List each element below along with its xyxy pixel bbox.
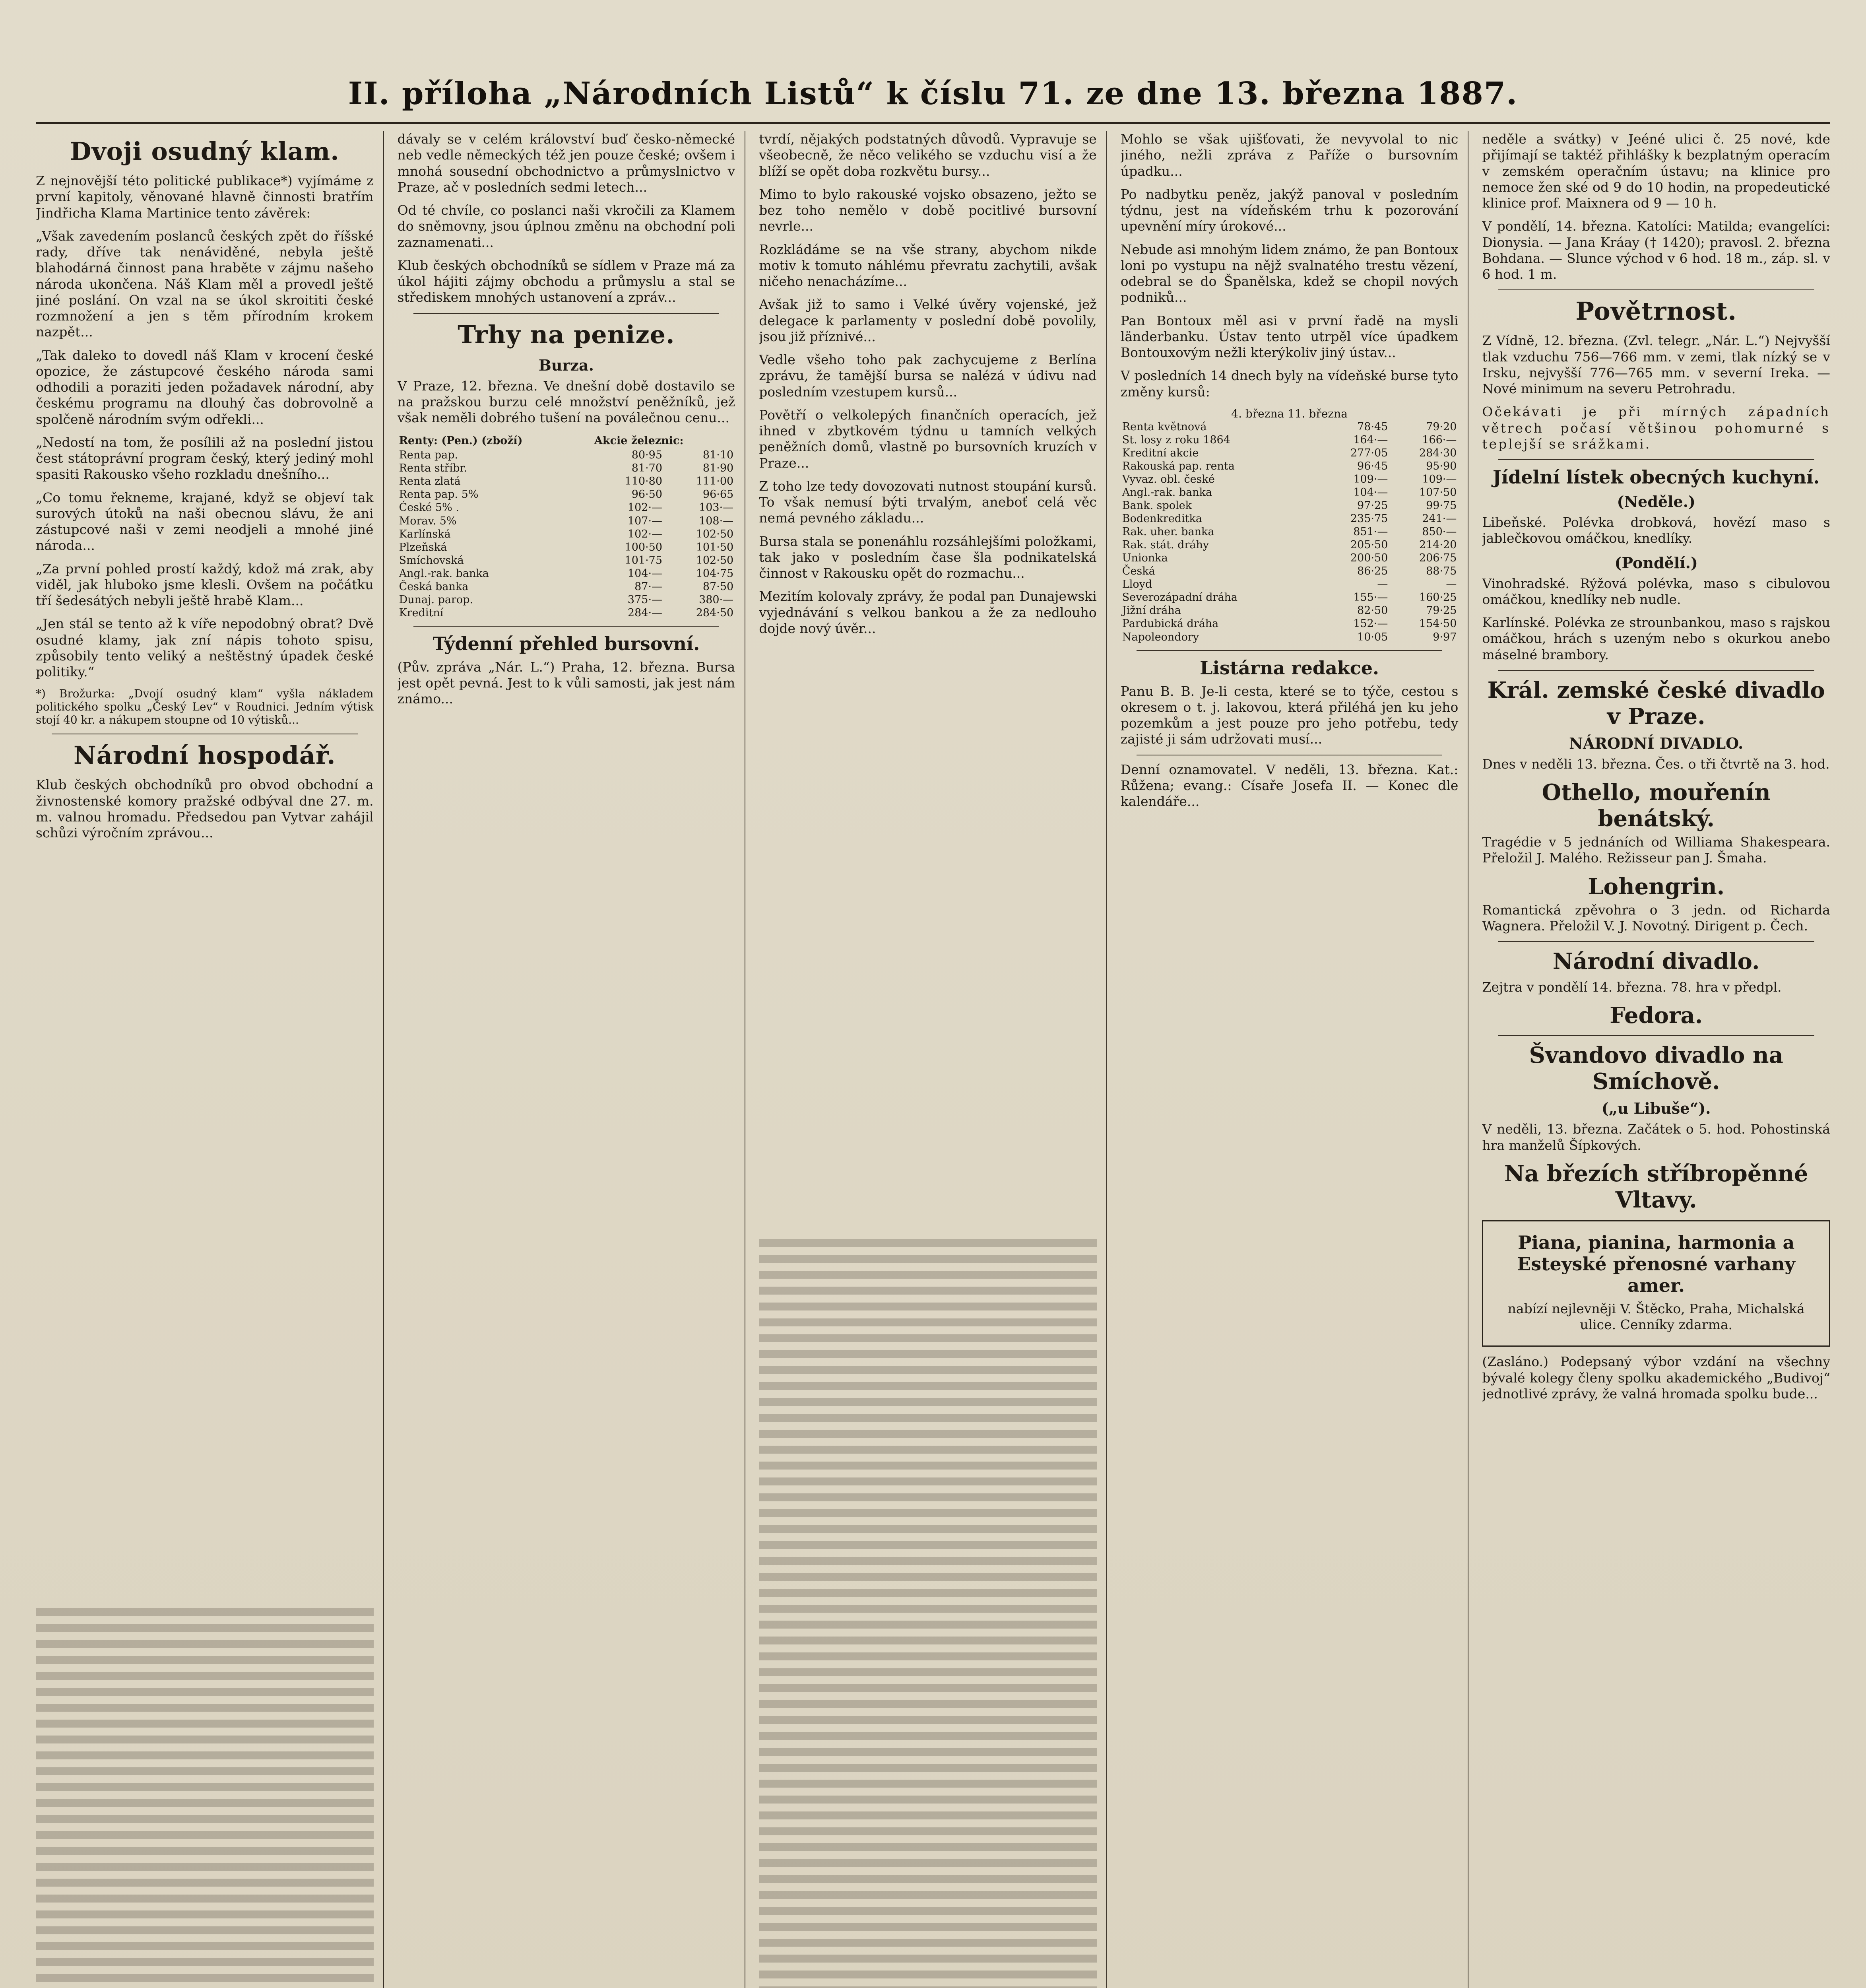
quote-value: 375·— [627,593,663,606]
quote-value: 241·— [1422,513,1457,525]
subheading: (Pondělí.) [1614,553,1698,572]
quote-value: 107·— [627,514,663,527]
quote-name: Angl.-rak. banka [1122,486,1212,499]
column-1 [36,131,384,1988]
article-paragraph: (Pův. zpráva „Nár. L.“) Praha, 12. března. Bursa jest opět pevná. Jest to k vůli samosti, jak jest nám známo... [397,659,735,707]
article-paragraph: Karlínské. Polévka ze strounbankou, maso s rajskou omáčkou, hrách s uzeným nebo s okurkou anebo máselné brambory. [1482,615,1830,662]
article-paragraph: tvrdí, nějakých podstatných důvodů. Vypravuje se všeobecně, že něco velikého se vzduchu visí a že blíží se opět doba rozkvětu bursy... [759,131,1097,179]
subheading: („u Libuše“). [1601,1099,1711,1118]
section-divider [1498,289,1814,290]
article-paragraph: Vedle všeho toho pak zachycujeme z Berlína zprávu, že tamější bursa se nalézá v údivu nad posledním vzestupem kursů... [759,352,1097,400]
quote-value: 102·50 [696,554,734,567]
quote-name: Napoleondory [1122,631,1199,643]
article-paragraph: Povětří o velkolepých finančních operacích, jež ihned v zbytkovém týdnu u tamních velkých peněžních domů, vlastně po bursovních kruzích v Praze... [759,407,1097,471]
section-subtitle-burza: Burza. [538,356,594,374]
quote-value: 155·— [1353,591,1388,604]
quote-name: St. losy z roku 1864 [1122,433,1230,446]
quote-value: 95·90 [1426,460,1457,472]
quote-row [1121,473,1459,486]
article-paragraph: Z nejnovější této politické publikace*) vyjímáme z první kapitoly, věnované hlavně činnosti bratřím Jindřicha Klama Martinice tento závěrek: [36,173,374,221]
article-paragraph: Avšak již to samo i Velké úvěry vojenské, jež delegace k parlamenty v poslední době povolily, jsou již příznivé... [759,297,1097,344]
section-title-trhy: Trhy na penize. [458,320,675,349]
quote-row [1121,604,1459,617]
quote-value: 102·— [627,528,663,540]
quote-value: 96·50 [631,488,663,501]
quote-value: 79·25 [1426,604,1457,617]
quote-row [1121,486,1459,499]
article-paragraph: Vinohradské. Rýžová polévka, maso s cibulovou omáčkou, knedlíky neb nudle. [1482,575,1830,607]
table-header: Renty: (Pen.) (zboží) [399,435,523,447]
quote-row [398,567,735,580]
article-paragraph: V Praze, 12. března. Ve dnešní době dostavilo se na pražskou burzu celé množství peněžníků, jež však neměli dobrého tušení na poválečnou cenu... [397,378,735,425]
play-title: Lohengrin. [1588,873,1725,900]
quote-value: 206·75 [1419,552,1457,565]
article-paragraph: Libeňské. Polévka drobková, hovězí maso s jablečkovou omáčkou, knedlíky. [1482,514,1830,546]
quote-value: 104·75 [696,567,734,580]
quote-value: 200·50 [1350,552,1388,565]
article-paragraph: (Zasláno.) Podepsaný výbor vzdání na všechny bývalé kolegy členy spolku akademického „Budivoj“ jednotlivé zprávy, že valná hromada spolku bude... [1482,1354,1830,1402]
ad-text: nabízí nejlevněji V. Štěcko, Praha, Michalská ulice. Cenníky zdarma. [1507,1301,1805,1332]
column-5 [1482,131,1830,1988]
article-paragraph: V pondělí, 14. března. Katolíci: Matilda; evangelíci: Dionysia. — Jana Kráay († 1420); pravosl. 2. března Bohdana. — Slunce východ v 6 hod. 18 m., záp. sl. v 6 hod. 1 m. [1482,218,1830,282]
section-title-listarna: Listárna redakce. [1200,657,1379,679]
quote-name: Jižní dráha [1122,604,1181,617]
masthead-rule [36,122,1830,124]
article-paragraph: Dnes v neděli 13. března. Čes. o tři čtvrtě na 3. hod. [1482,756,1830,772]
quote-value: 96·45 [1357,460,1388,472]
quote-value: — [1446,578,1457,591]
quote-value: 104·— [627,567,663,580]
table-header: Akcie železnic: [594,435,684,447]
quote-name: Bodenkreditka [1122,513,1203,525]
quote-name: Lloyd [1122,578,1152,591]
article-title-dvoji-klam: Dvoji osudný klam. [70,137,339,166]
column-2 [398,131,746,1988]
quote-name: Ćeské 5% . [399,501,460,514]
article-paragraph: Rozkládáme se na vše strany, abychom nikde motiv k tomuto náhlému převratu zachytili, avšak ničeho nenacházíme... [759,241,1097,289]
quote-name: Kreditní akcie [1122,447,1199,459]
dense-text-block [759,1239,1097,1988]
section-title-povetrnost: Povětrnost. [1575,297,1737,326]
quote-name: Česká [1122,565,1155,578]
section-divider [1498,941,1814,942]
section-divider [1498,459,1814,460]
quote-row [1121,447,1459,460]
quote-row [1121,617,1459,630]
article-paragraph: neděle a svátky) v Jeéné ulici č. 25 nové, kde přijímají se taktéž přihlášky k bezplatným operacím v zemském operačním ústavu; na klinice pro nemoce žen ské od 9 do 10 hodin, na propedeutické klinice prof. Maixnera od 9 — 10 h. [1482,131,1830,211]
quote-value: 103·— [699,501,734,514]
quote-value: 86·25 [1357,565,1388,578]
quote-value: 101·75 [625,554,663,567]
quote-value: 81·90 [702,462,734,475]
quote-name: Morav. 5% [399,514,457,527]
article-paragraph: „Za první pohled prostí každý, kdož má zrak, aby viděl, jak hluboko jsme klesli. Ovšem na počátku tří šedesátých nebyli ještě hrabě Klam... [36,561,374,608]
quote-value: 110·80 [625,475,663,488]
article-paragraph: Zejtra v pondělí 14. března. 78. hra v předpl. [1482,979,1782,995]
article-paragraph: „Tak daleko to dovedl náš Klam v krocení české opozice, že zástupcové českého národa sami odhodili a poraziti jeden požadavek národní, aby českému programu na dlouhý čas dobrovolně a spolčeně národním svým odřekli... [36,347,374,427]
quote-name: Renta pap. 5% [399,488,479,501]
quote-row [1121,433,1459,447]
dense-text-block [36,1608,374,1988]
subheading: NÁRODNÍ DIVADLO. [1569,734,1744,752]
article-paragraph: Klub českých obchodníků pro obvod obchodní a živnostenské komory pražské odbýval dne 27. m. m. valnou hromadu. Předsedou pan Vytvar zahájil schůzi výročním zprávou... [36,777,374,841]
quote-name: Renta zlatá [399,475,461,488]
quote-value: 108·— [699,514,734,527]
quote-value: 284·— [627,606,663,619]
section-divider [1498,670,1814,671]
article-paragraph: Od té chvíle, co poslanci naši vkročili za Klamem do sněmovny, jsou úplnou změnu na obchodní poli zaznamenati... [397,202,735,250]
article-paragraph: Z Vídně, 12. března. (Zvl. telegr. „Nár. L.“) Nejvyšší tlak vzduchu 756—766 mm. v zemi, tlak nízký se v Irsku, nejvyšší 776—765 mm. v severní Ireka. — Nové minimum na severu Petrohradu. [1482,333,1830,396]
play-title: Othello, mouřenín benátský. [1542,779,1771,832]
theatre-heading: Král. zemské české divadlo v Praze. [1487,677,1825,730]
footnote: *) Brožurka: „Dvojí osudný klam“ vyšla nákladem politického spolku „Český Lev“ v Roudnici. Jedním výtisk stojí 40 kr. a nákupem stoupne od 10 výtisků... [36,687,374,727]
quote-row [398,462,735,475]
quote-row [1121,525,1459,538]
subheading: (Neděle.) [1617,493,1695,511]
article-paragraph: „Nedostí na tom, že posílili až na poslední jistou čest státoprávní program český, který jediný mohl spasiti Rakousko všeho rozkladu dnešního... [36,434,374,482]
quote-row [398,606,735,619]
article-paragraph: Romantická zpěvohra o 3 jedn. od Richarda Wagnera. Přeložil V. J. Novotný. Dirigent p. Čech. [1482,902,1830,934]
article-paragraph: Nebude asi mnohým lidem známo, že pan Bontoux loni po vystupu na nějž svalnatého trestu vězení, odebral se do Španělska, kdež se chopil nových podniků... [1120,241,1459,305]
quote-value: 284·50 [696,606,734,619]
quote-row [398,580,735,593]
quote-value: 96·65 [702,488,734,501]
section-title-narodni-hospodar: Národní hospodář. [74,741,336,770]
quote-value: 380·— [699,593,734,606]
quote-value: 109·— [1422,473,1457,485]
quote-value: 99·75 [1426,499,1457,512]
quote-name: Angl.-rak. banka [399,567,489,580]
quote-name: Renta stříbr. [399,462,467,475]
article-paragraph: Mohlo se však ujišťovati, že nevyvolal to nic jiného, nežli zpráva z Paříže o bursovním úpadku... [1120,131,1459,179]
article-paragraph: Očekávati je při mírných západních větrech počasí většinou pohomurné s teplejší se srážkami. [1482,404,1830,452]
quote-row [398,541,735,554]
quote-value: 79·20 [1426,420,1457,433]
quote-value: 850·— [1422,526,1457,538]
quote-row [1121,512,1459,525]
quote-name: Rakouská pap. renta [1122,460,1235,472]
quote-name: Kreditní [399,606,444,619]
theatre-heading: Národní divadlo. [1552,948,1760,975]
quote-value: 88·75 [1426,565,1457,578]
quote-value: 97·25 [1357,499,1388,512]
quote-value: 205·50 [1350,539,1388,551]
quote-row [1121,578,1459,591]
quote-row [1121,460,1459,473]
section-divider [1498,1035,1814,1036]
quote-value: 10·05 [1357,631,1388,643]
quote-row [398,488,735,501]
quote-name: Renta pap. [399,449,458,462]
article-paragraph: Mimo to bylo rakouské vojsko obsazeno, ježto se bez toho nemělo v době pocitlivé bursovní nevrle... [759,186,1097,234]
quote-value: 235·75 [1350,513,1388,525]
quote-value: 102·50 [696,528,734,540]
article-paragraph: Pan Bontoux měl asi v první řadě na mysli länderbanku. Ústav tento utrpěl více úpadkem Bontouxovým nežli kterýkoliv jiný ústav... [1120,313,1459,360]
quote-value: 160·25 [1419,591,1457,604]
article-paragraph: dávaly se v celém království buď česko-německé neb vedle německých též jen pouze české; ovšem i mnohá sousední obchodnictvo a průmyslnictvo v Praze, ač v posledních sedmi letech... [397,131,735,195]
quote-name: Pardubická dráha [1122,617,1219,630]
quotes-table-vienna [1121,420,1459,644]
quote-row [1121,499,1459,512]
quote-value: 164·— [1353,433,1388,446]
quote-value: 101·50 [696,541,734,553]
section-divider [1137,650,1443,651]
quote-name: Česká banka [399,580,469,593]
quote-row [1121,631,1459,644]
quote-name: Karlínská [399,528,451,540]
quote-value: 152·— [1353,617,1388,630]
quote-row [398,528,735,541]
theatre-heading: Švandovo divadlo na Smíchově. [1529,1042,1783,1095]
section-divider [413,626,720,627]
column-3 [759,131,1107,1988]
quote-row [1121,551,1459,565]
quote-value: 81·70 [631,462,663,475]
article-paragraph: Mezitím kolovaly zprávy, že podal pan Dunajewski vyjednávání s velkou bankou a že za nedlouho dojde nový úvěr... [759,588,1097,636]
quote-value: 9·97 [1433,631,1457,643]
quote-value: 81·10 [702,449,734,462]
quote-row [1121,420,1459,433]
advertisement-box [1482,1220,1830,1347]
quote-value: 87·— [634,580,663,593]
quote-row [1121,538,1459,551]
supplement-masthead: II. příloha „Národních Listů“ k číslu 71. ze dne 13. března 1887. [348,76,1518,112]
article-paragraph: Po nadbytku peněz, jakýž panoval v posledním týdnu, jest na vídeňském trhu k pozorování upevnění míry úrokové... [1120,186,1459,234]
section-divider [413,313,720,314]
quote-value: 111·00 [696,475,734,488]
article-paragraph: V posledních 14 dnech byly na vídeňské burse tyto změny kursů: [1120,368,1459,400]
quote-value: 214·20 [1419,539,1457,551]
quote-name: Rak. uher. banka [1122,526,1214,538]
play-title: Fedora. [1610,1002,1703,1029]
quote-value: 102·— [627,501,663,514]
quote-name: Vyvaz. obl. české [1122,473,1215,485]
quote-value: — [1377,578,1388,591]
quote-row [398,475,735,488]
article-paragraph: Bursa stala se ponenáhlu rozsáhlejšími položkami, tak jako v posledním čase šla podnikatelská činnost v Rakousku opět do rozmachu... [759,533,1097,581]
quote-row [398,448,735,462]
quote-row [398,514,735,528]
quote-name: Rak. stát. dráhy [1122,539,1209,551]
article-paragraph: „Co tomu řekneme, krajané, když se objeví tak surových útoků na naši obecnou slávu, že ani zástupcové naši v zemi neodjeli a mnohé jiné národa... [36,489,374,553]
article-paragraph: Denní oznamovatel. V neděli, 13. března. Kat.: Růžena; evang.: Císaře Josefa II. — Konec dle kalendáře... [1120,761,1459,810]
quote-value: 104·— [1353,486,1388,499]
play-title: Na březích stříbropěnné Vltavy. [1504,1160,1808,1213]
quotes-table-prague [398,433,735,619]
quote-row [398,593,735,606]
columns-grid [36,131,1830,1988]
quote-value: 82·50 [1357,604,1388,617]
quote-value: 154·50 [1419,617,1457,630]
ad-title: Piana, pianina, harmonia a Esteyské přenosné varhany amer. [1517,1231,1796,1296]
article-paragraph: „Však zavedením poslanců českých zpět do říšské rady, dříve tak nenáviděné, nebyla ještě blahodárná činnost pana hraběte v zájmu našeho národa ukončena. Náš Klam měl a provedl ještě jiné poslání. On vzal na se úkol skroititi české rozmnožení a jen s těm přírodním krokem nazpět... [36,228,374,340]
quote-row [1121,565,1459,578]
quote-name: Dunaj. parop. [399,593,473,606]
quote-name: Unionka [1122,552,1168,565]
quote-value: 166·— [1422,433,1457,446]
quote-value: 87·50 [702,580,734,593]
column-4 [1121,131,1469,1988]
quote-value: 277·05 [1350,447,1388,459]
quote-value: 284·30 [1419,447,1457,459]
article-paragraph: Panu B. B. Je-li cesta, které se to týče, cestou s okresem o t. j. lakovou, která přiléhá jen ku jeho pozemkům a jest pouze pro jeho potřebu, tedy zajisté ji sám udržovati musí... [1120,683,1459,747]
quote-value: 78·45 [1357,420,1388,433]
article-paragraph: Klub českých obchodníků se sídlem v Praze má za úkol hájiti zájmy obchodu a průmyslu a stal se střediskem mnohých ustanovení a zpráv... [397,257,735,305]
quote-value: 100·50 [625,541,663,553]
article-paragraph: Tragédie v 5 jednáních od Williama Shakespeara. Přeložil J. Malého. Režisseur pan J. Šmaha. [1482,834,1830,866]
quote-value: 107·50 [1419,486,1457,499]
quote-name: Smíchovská [399,554,464,567]
quote-row [1121,591,1459,604]
quote-name: Bank. spolek [1122,499,1192,512]
quote-value: 851·— [1353,526,1388,538]
quote-dates: 4. března 11. března [1231,407,1348,420]
quote-value: 80·95 [631,449,663,462]
section-title-jidelni: Jídelní lístek obecných kuchyní. [1492,466,1820,488]
quote-row [398,501,735,514]
quote-name: Severozápadní dráha [1122,591,1238,604]
quote-name: Plzeňská [399,541,447,553]
article-paragraph: „Jen stál se tento až k víře nepodobný obrat? Dvě osudné klamy, jak zní nápis tohoto spisu, způsobily tento veliký a neštěstný úpadek české politiky.“ [36,616,374,679]
section-title-tydenni: Týdenní přehled bursovní. [433,633,700,654]
quote-name: Renta květnová [1122,420,1207,433]
article-paragraph: Z toho lze tedy dovozovati nutnost stoupání kursů. To však nemusí býti trvalým, aneboť celá věc nemá pevného základu... [759,478,1097,526]
article-paragraph: V neděli, 13. března. Začátek o 5. hod. Pohostinská hra manželů Šípkových. [1482,1121,1830,1153]
quote-value: 109·— [1353,473,1388,485]
quote-row [398,554,735,567]
